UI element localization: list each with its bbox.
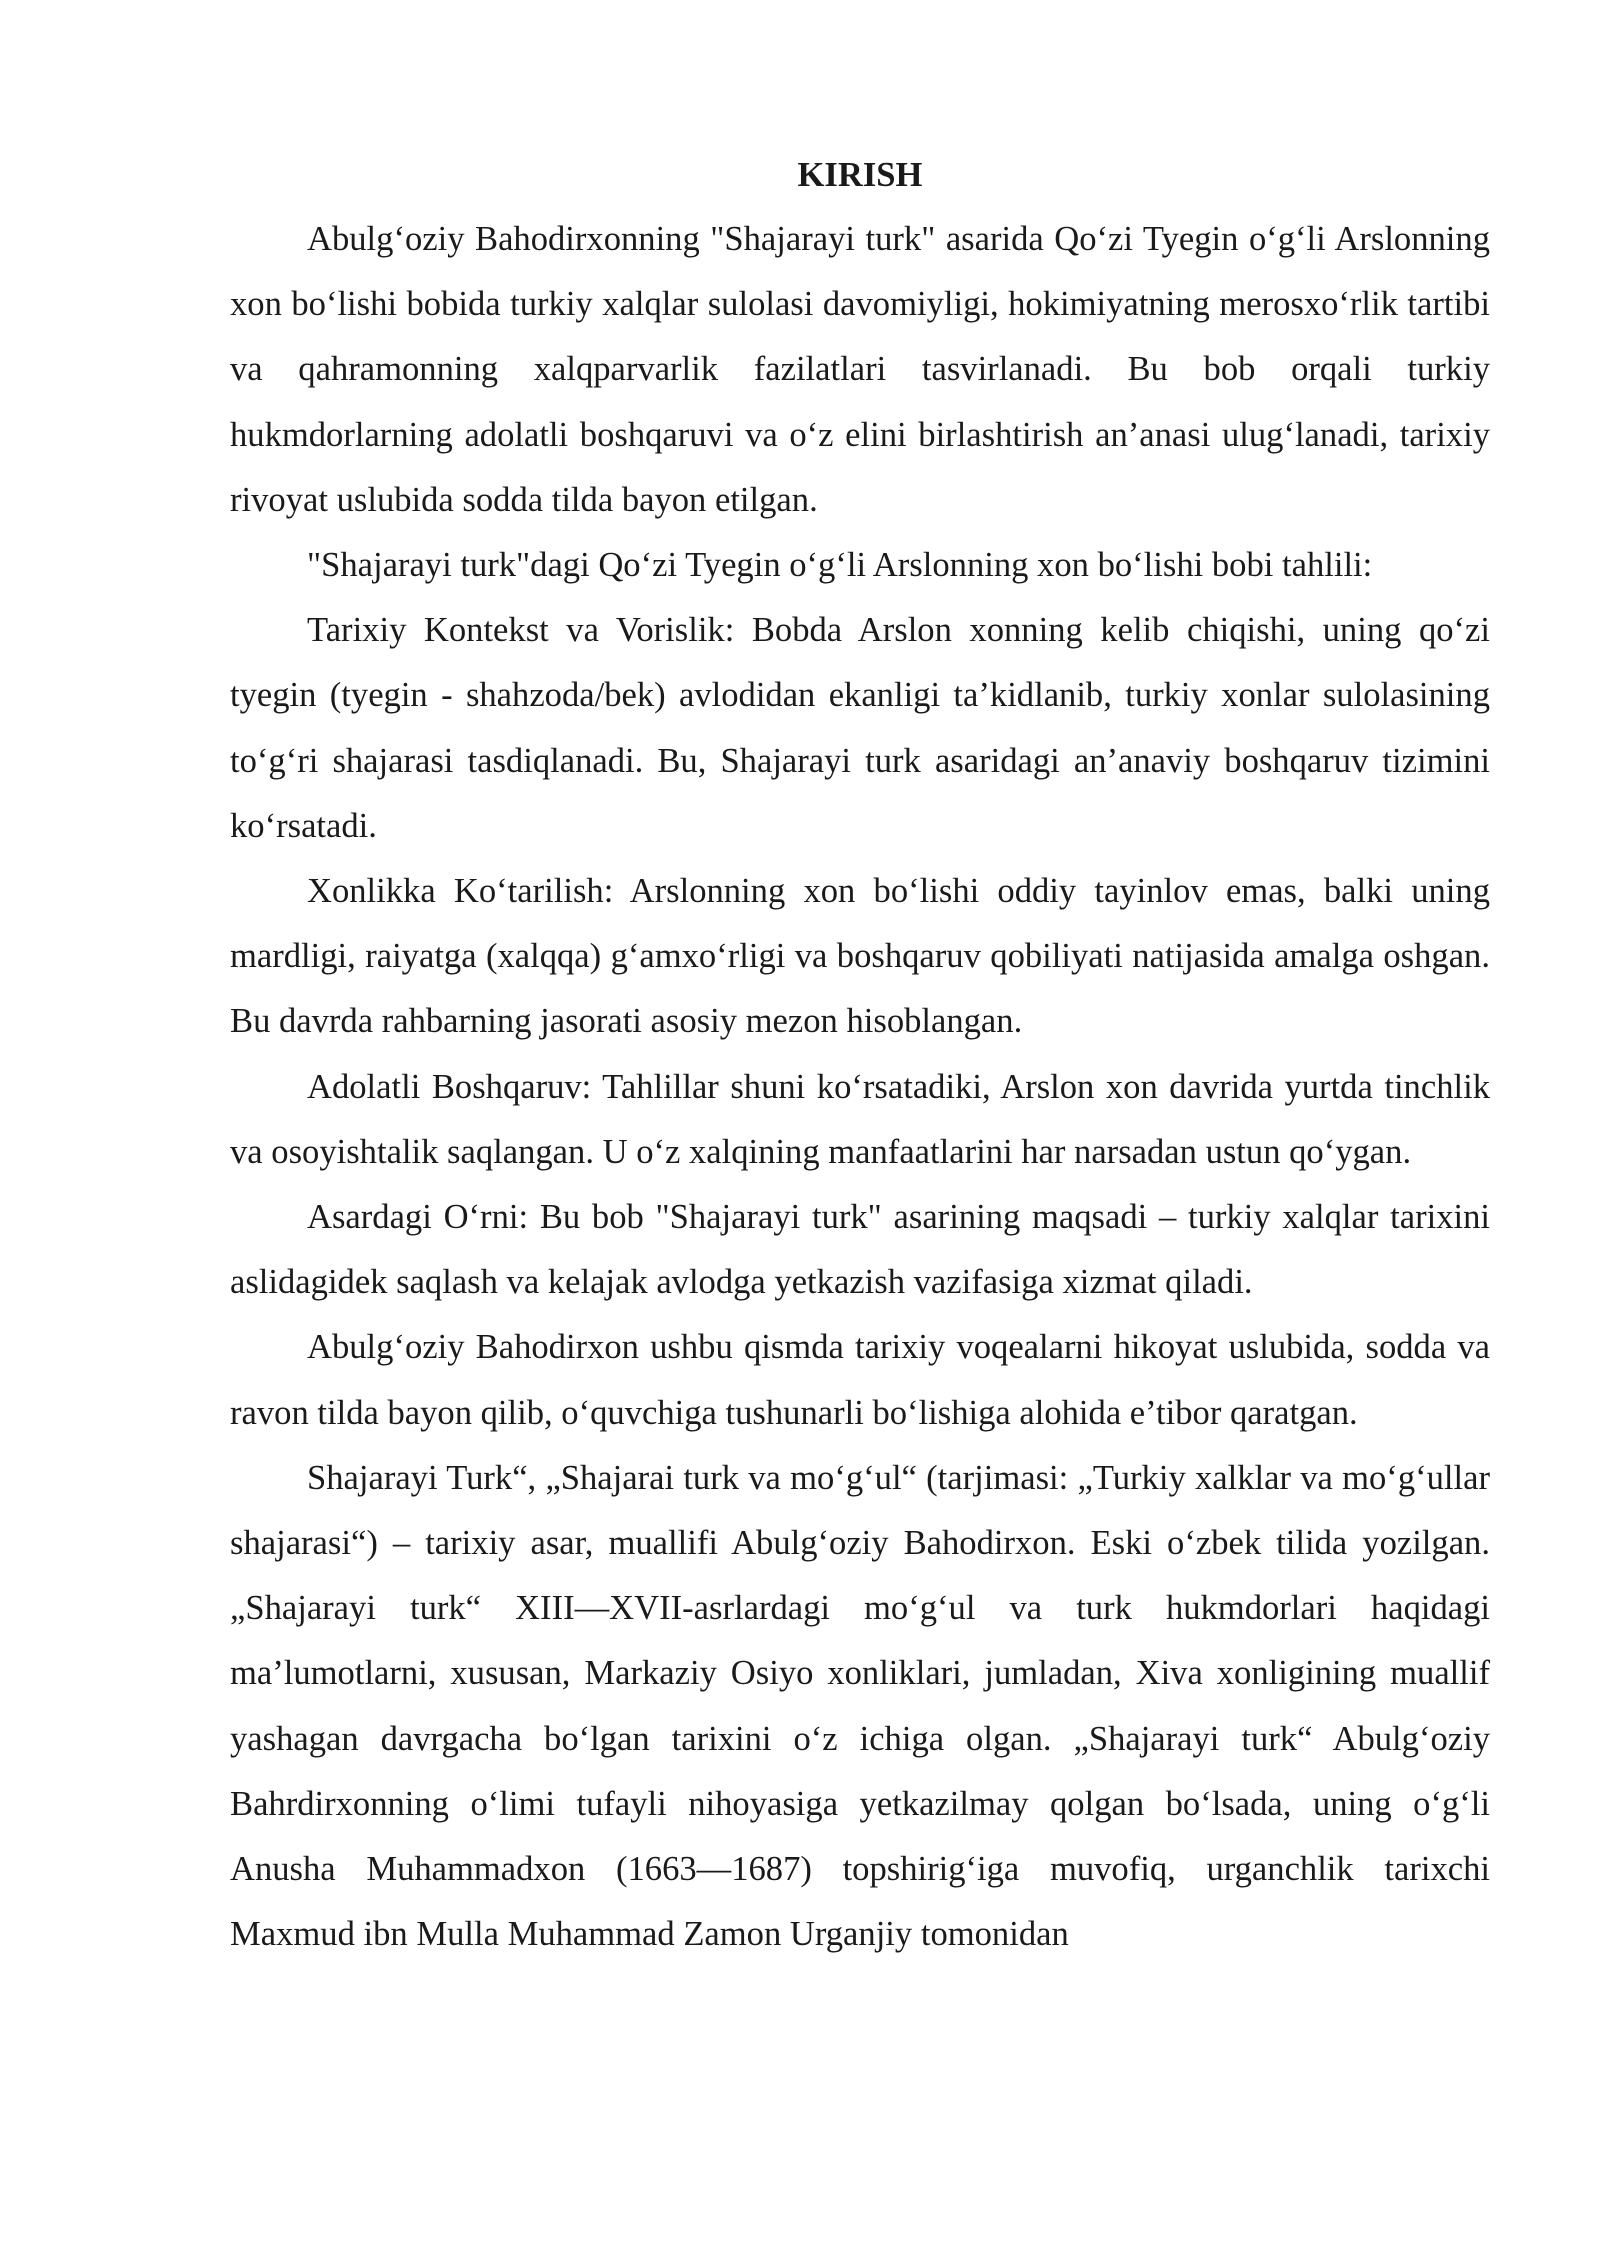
page-title: KIRISH [797, 156, 923, 194]
paragraph-historical-context: Tarixiy Kontekst va Vorislik: Bobda Arslon xonning kelib chiqishi, uning qo‘zi tyegin (tyegin - shahzoda/bek) avlodidan ekanligi ta’kidlanib, turkiy xonlar sulolasining to‘g‘ri shajarasi tasdiqlanadi. Bu, Shajarayi turk asaridagi an’anaviy boshqaruv tizimini ko‘rsatadi. [230, 611, 1490, 845]
paragraph-rise-to-khanate: Xonlikka Ko‘tarilish: Arslonning xon bo‘lishi oddiy tayinlov emas, balki uning mardligi, raiyatga (xalqqa) g‘amxo‘rligi va boshqaruv qobiliyati natijasida amalga oshgan. Bu davrda rahbarning jasorati asosiy mezon hisoblangan. [230, 872, 1490, 1041]
paragraph-analysis-heading: "Shajarayi turk"dagi Qo‘zi Tyegin o‘g‘li Arslonning xon bo‘lishi bobi tahlili: [307, 546, 1373, 585]
paragraph-intro: Abulg‘oziy Bahodirxonning "Shajarayi turk" asarida Qo‘zi Tyegin o‘g‘li Arslonning xon bo‘lishi bobida turkiy xalqlar sulolasi davomiyligi, hokimiyatning merosxo‘rlik tartibi va qahramonning xalqparvarlik fazilatlari tasvirlanadi. Bu bob orqali turkiy hukmdorlarning adolatli boshqaruvi va o‘z elini birlashtirish an’anasi ulug‘lanadi, tarixiy rivoyat uslubida sodda tilda bayon etilgan. [230, 220, 1490, 519]
paragraph-place-in-work: Asardagi O‘rni: Bu bob "Shajarayi turk" asarining maqsadi – turkiy xalqlar tarixini aslidagidek saqlash va kelajak avlodga yetkazish vazifasiga xizmat qiladi. [230, 1198, 1490, 1302]
document-body [230, 150, 1490, 1967]
paragraph-shajarayi-turk-overview: Shajarayi Turk“, „Shajarai turk va mo‘g‘ul“ (tarjimasi: „Turkiy xalklar va mo‘g‘ullar shajarasi“) – tarixiy asar, muallifi Abulg‘oziy Bahodirxon. Eski o‘zbek tilida yozilgan. „Shajarayi turk“ XIII—XVII-asrlardagi mo‘g‘ul va turk hukmdorlari haqidagi ma’lumotlarni, xususan, Markaziy Osiyo xonliklari, jumladan, Xiva xonligining muallif yashagan davrgacha bo‘lgan tarixini o‘z ichiga olgan. „Shajarayi turk“ Abulg‘oziy Bahrdirxonning o‘limi tufayli nihoyasiga yetkazilmay qolgan bo‘lsada, uning o‘g‘li Anusha Muhammadxon (1663—1687) topshirig‘iga muvofiq, urganchlik tarixchi Maxmud ibn Mulla Muhammad Zamon Urganjiy tomonidan [230, 1458, 1490, 1954]
paragraph-style: Abulg‘oziy Bahodirxon ushbu qismda tarixiy voqealarni hikoyat uslubida, sodda va ravon tilda bayon qilib, o‘quvchiga tushunarli bo‘lishiga alohida e’tibor qaratgan. [230, 1328, 1490, 1432]
paragraph-just-rule: Adolatli Boshqaruv: Tahlillar shuni ko‘rsatadiki, Arslon xon davrida yurtda tinchlik va osoyishtalik saqlangan. U o‘z xalqining manfaatlarini har narsadan ustun qo‘ygan. [230, 1067, 1490, 1171]
